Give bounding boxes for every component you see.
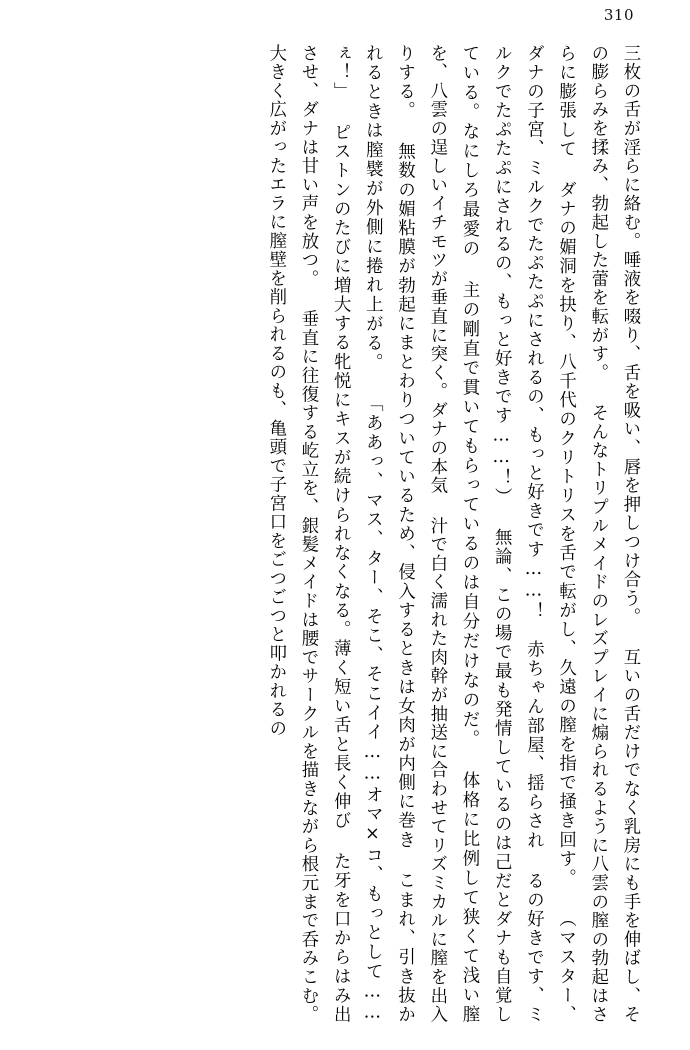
page-number: 310 (603, 6, 634, 24)
page-body-text: 三枚の舌が淫らに絡む。唾液を啜り、舌を吸い、唇を押しつけ合う。 互いの舌だけでなく乳房にも手を伸ばし、その膨らみを揉み、勃起した蕾を転がす。 そんなトリプルメイドのレズプレイに煽られるように八雲の膣の勃起はさらに膨張して ダナの媚洞を抉り、八千代のクリトリスを舌で転がし、久遠の膣を指で掻き回す。 （マスター、ダナの子宮、ミルクでたぷたぷにされるの、もっと好きです……！ 赤ちゃん部屋、揺らされ るの好きです、ミルクでたぷたぷにされるの、もっと好きです……！） 無論、この場で最も発情しているのは己だとダナも自覚している。なにしろ最愛の 主の剛直で貫いてもらっているのは自分だけなのだ。 体格に比例して狭くて浅い膣を、八雲の逞しいイチモツが垂直に突く。ダナの本気 汁で白く濡れた肉幹が抽送に合わせてリズミカルに膣を出入りする。 無数の媚粘膜が勃起にまとわりついているため、侵入するときは女肉が内側に巻き こまれ、引き抜かれるときは膣襞が外側に捲れ上がる。 「ああっ、マス、ター、そこ、そこイイ……オマ×コ、もっとして……ぇ！」 ピストンのたびに増大する牝悦にキスが続けられなくなる。薄く短い舌と長く伸び た牙を口からはみ出させ、ダナは甘い声を放つ。 垂直に往復する屹立を、銀髪メイドは腰でサークルを描きながら根元まで呑みこむ。 大きく広がったエラに膣壁を削られるのも、亀頭で子宮口をごつごつと叩かれるの (265, 44, 640, 1024)
